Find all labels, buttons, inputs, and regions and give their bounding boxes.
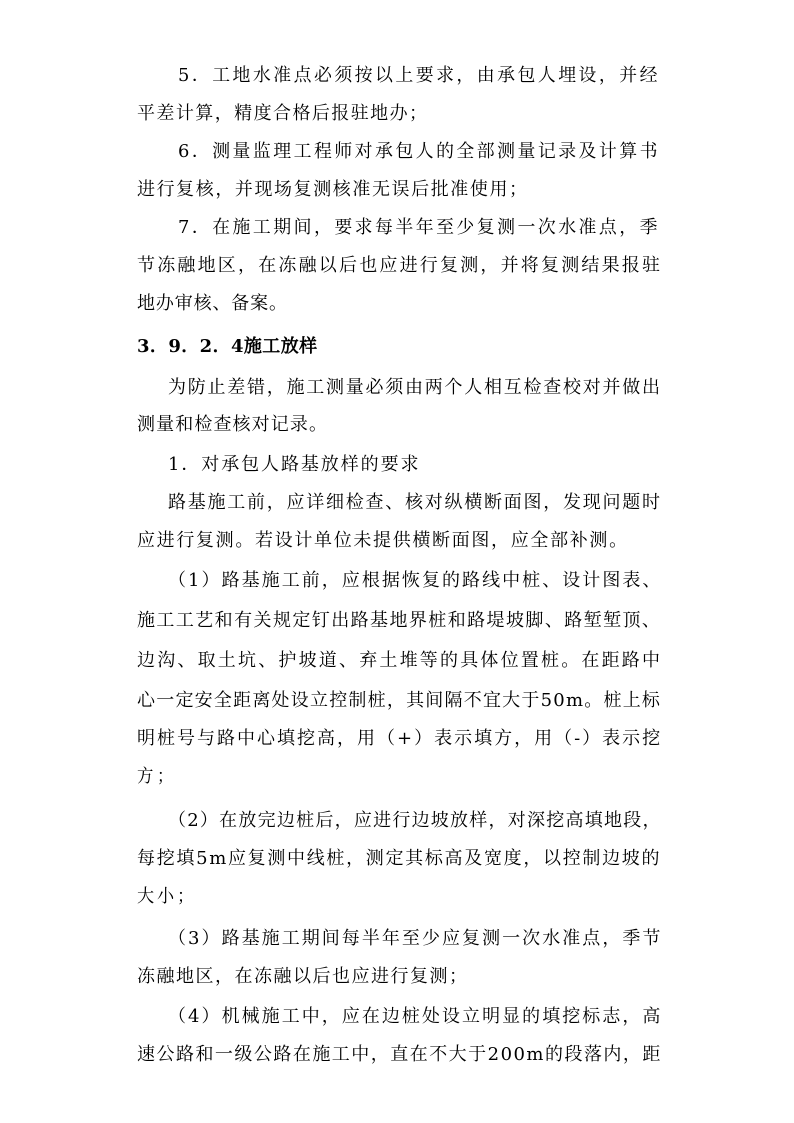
text-line: 进行复核，并现场复测核准无误后批准使用； [137, 179, 529, 200]
text-line: 路基施工前，应详细检查、核对纵横断面图，发现问题时 [168, 492, 662, 513]
text-line: 每挖填5m应复测中线桩，测定其标高及宽度，以控制边坡的 [137, 848, 662, 869]
text-line: （4）机械施工中，应在边桩处设立明显的填挖标志，高 [168, 1006, 663, 1027]
text-line: （2）在放完边桩后，应进行边坡放样，对深挖高填地段， [168, 810, 662, 831]
text-line: 明桩号与路中心填挖高，用（+）表示填方，用（-）表示挖 [137, 728, 663, 749]
text-line: 速公路和一级公路在施工中，直在不大于200m的段落内，距 [137, 1044, 662, 1065]
text-line: 地办审核、备案。 [137, 293, 288, 314]
text-line: 节冻融地区，在冻融以后也应进行复测，并将复测结果报驻 [137, 255, 663, 276]
text-line: 测量和检查核对记录。 [137, 414, 329, 435]
text-line: 平差计算，精度合格后报驻地办； [137, 103, 429, 124]
text-line: 心一定安全距离处设立控制桩，其间隔不宜大于50m。桩上标 [137, 690, 662, 711]
section-heading: 3．9．2．4施工放样 [137, 336, 318, 357]
text-line: 7．在施工期间，要求每半年至少复测一次水准点，季 [178, 217, 660, 238]
text-line: 大小； [137, 886, 198, 907]
text-line: 为防止差错，施工测量必须由两个人相互检查校对并做出 [168, 377, 662, 398]
text-line: 应进行复测。若设计单位未提供横断面图，应全部补测。 [137, 530, 629, 551]
text-line: 6．测量监理工程师对承包人的全部测量记录及计算书 [178, 141, 660, 162]
text-line: （1）路基施工前，应根据恢复的路线中桩、设计图表、 [168, 570, 663, 591]
text-line: 1．对承包人路基放样的要求 [168, 454, 421, 475]
text-line: 边沟、取土坑、护坡道、弃土堆等的具体位置桩。在距路中 [137, 650, 663, 671]
text-line: （3）路基施工期间每半年至少应复测一次水准点，季节 [168, 928, 663, 949]
text-line: 方； [137, 766, 178, 787]
text-line: 施工工艺和有关规定钉出路基地界桩和路堤坡脚、路堑堑顶、 [137, 610, 662, 631]
text-line: 冻融地区，在冻融以后也应进行复测； [137, 966, 469, 987]
text-line: 5．工地水准点必须按以上要求，由承包人埋设，并经 [178, 65, 660, 86]
